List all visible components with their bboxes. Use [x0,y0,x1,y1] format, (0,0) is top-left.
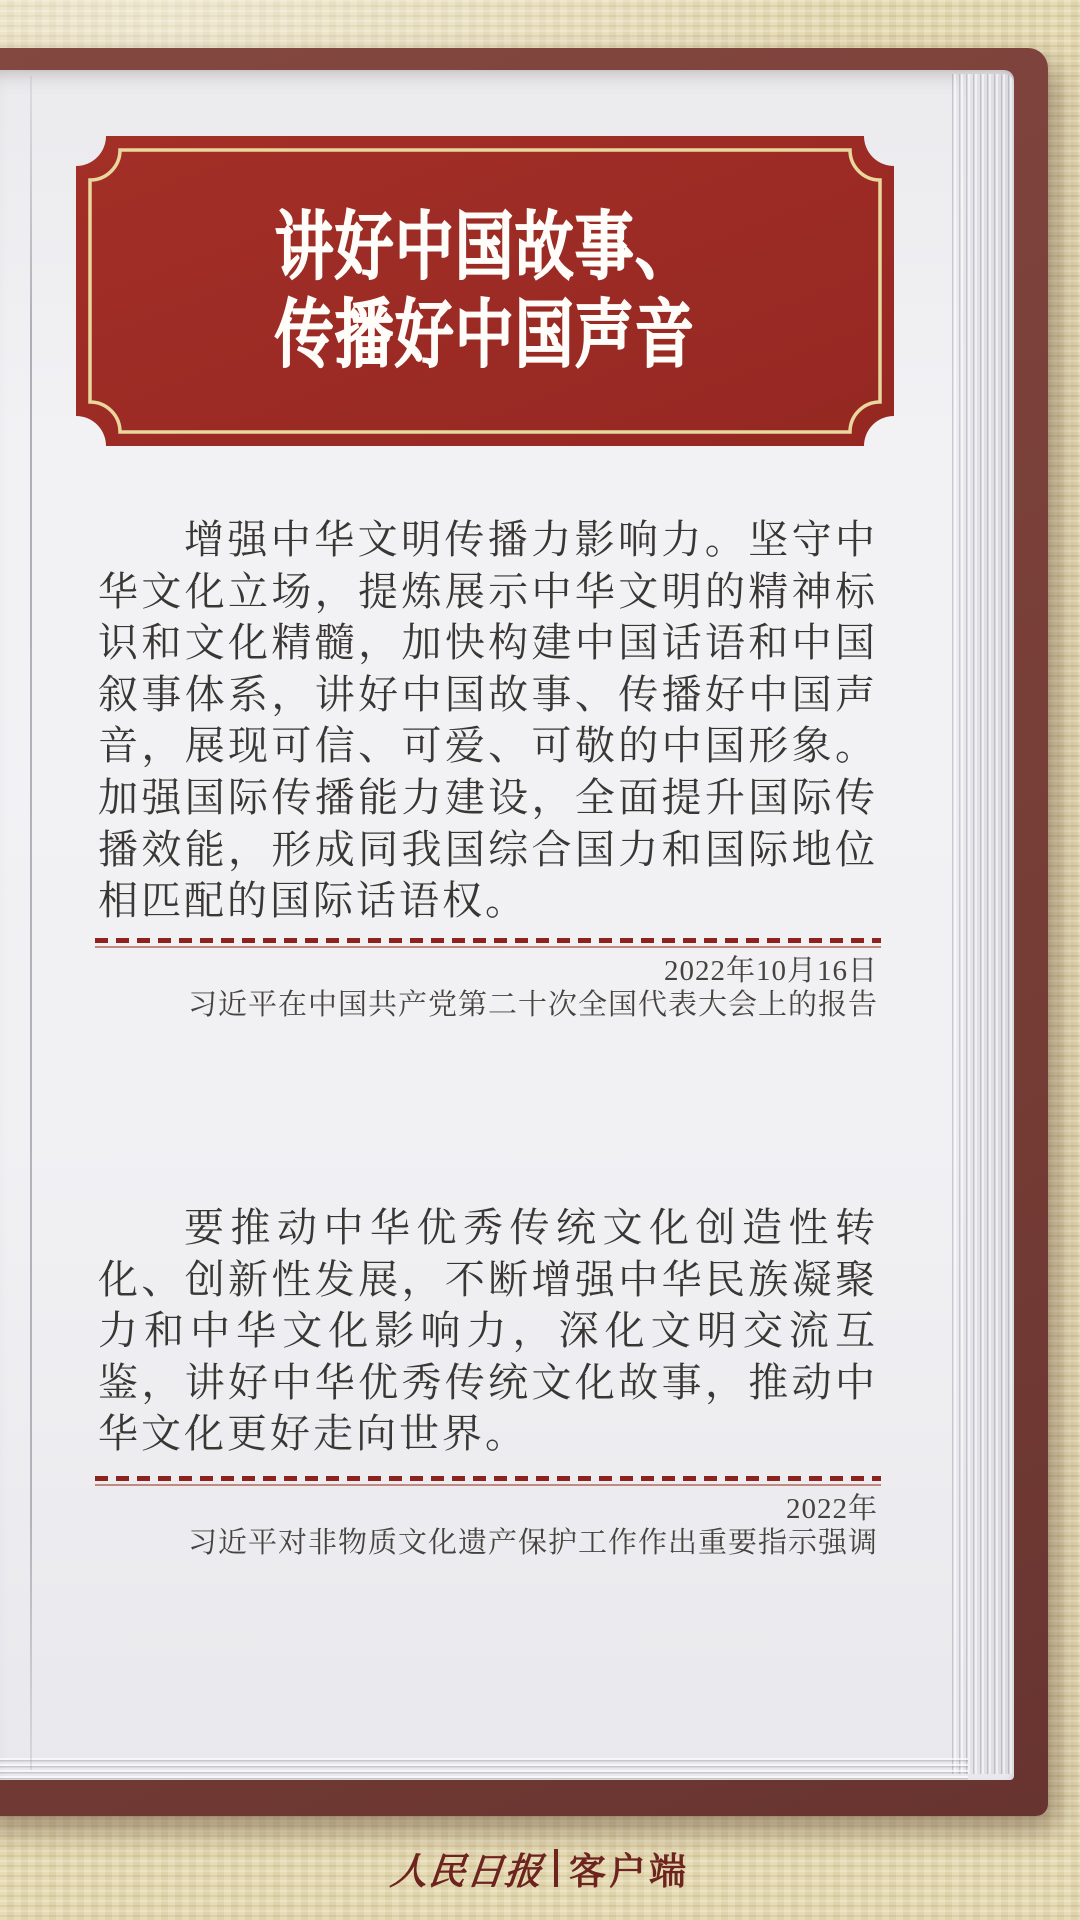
quote-date-1: 2022年10月16日 [663,955,878,987]
separator-dashed-line [95,1476,881,1481]
separator-thin-line [95,946,881,948]
separator-dashed-line [95,938,881,943]
quote-source-1: 习近平在中国共产党第二十次全国代表大会上的报告 [187,989,878,1021]
quote-separator-2 [95,1476,881,1488]
logo-divider-bar [554,1849,558,1887]
separator-thin-line [95,1484,881,1486]
page-edge-stack-bottom [0,1758,968,1780]
quote-paragraph-2: 要推动中华优秀传统文化创造性转化、创新性发展，不断增强中华民族凝聚力和中华文化影响力，深化文明交流互鉴，讲好中华优秀传统文化故事，推动中华文化更好走向世界。 [98,1205,878,1457]
people-daily-client-logo [0,1842,1080,1894]
client-label: 客户端 [569,1851,689,1892]
page-edge-stack-right [952,74,1014,1774]
quote-attribution-1 [98,954,878,1022]
poster-title [76,136,894,446]
page-gutter-line [30,76,32,1770]
quote-source-2: 习近平对非物质文化遗产保护工作作出重要指示强调 [187,1527,878,1559]
poster-title-line1: 讲好中国故事、 [274,205,696,288]
poster-title-line2: 传播好中国声音 [274,293,696,376]
quote-attribution-2 [98,1492,878,1560]
quote-separator-1 [95,938,881,950]
quote-date-2: 2022年 [785,1493,878,1525]
people-daily-script-logo: 人民日报 [388,1852,545,1893]
title-banner-plaque [76,136,894,446]
quote-paragraph-1: 增强中华文明传播力影响力。坚守中华文化立场，提炼展示中华文明的精神标识和文化精髓，加快构建中国话语和中国叙事体系，讲好中国故事、传播好中国声音，展现可信、可爱、可敬的中国形象。加强国际传播能力建设，全面提升国际传播效能，形成同我国综合国力和国际地位相匹配的国际话语权。 [98,517,878,924]
